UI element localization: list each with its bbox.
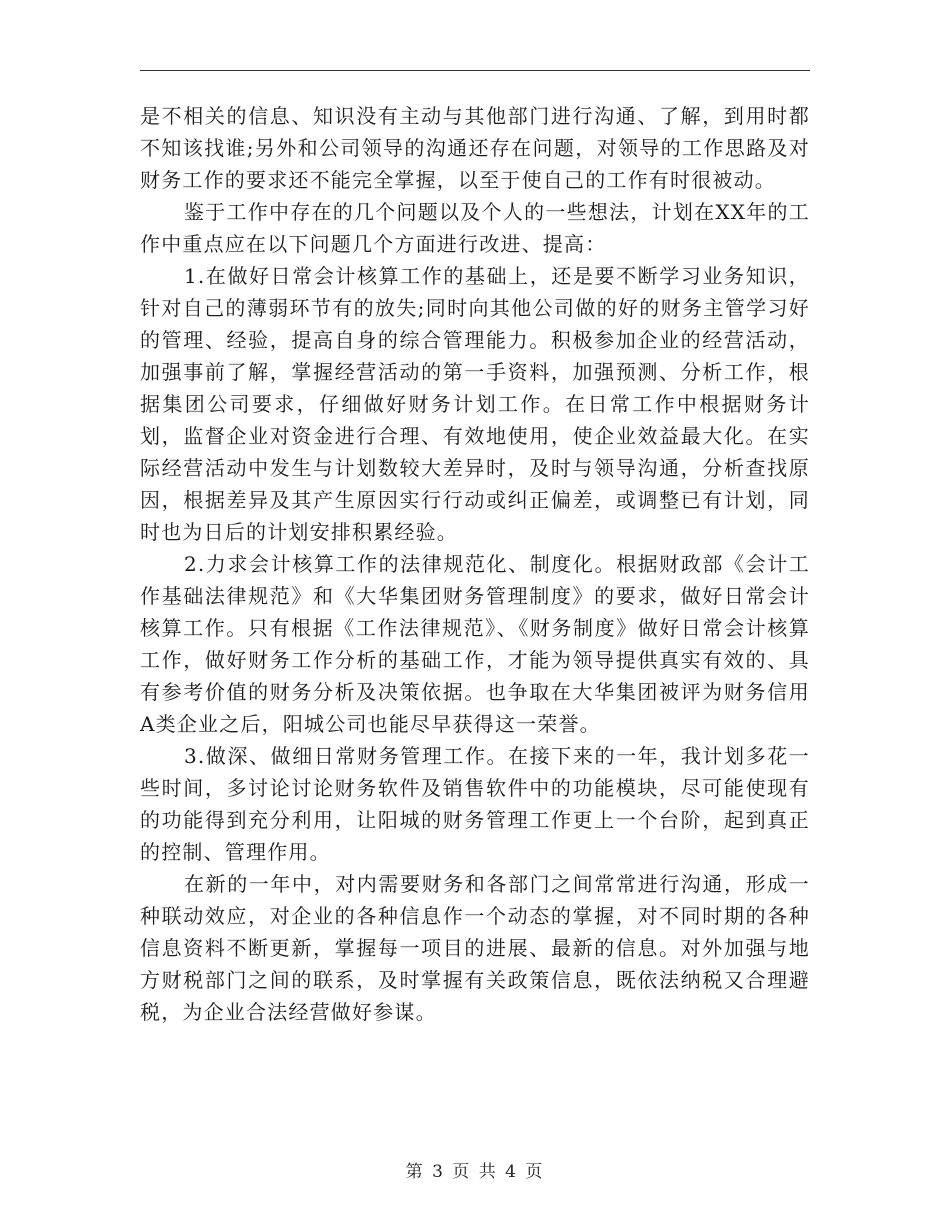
- header-rule: [140, 70, 810, 71]
- paragraph-2: 鉴于工作中存在的几个问题以及个人的一些想法，计划在XX年的工作中重点应在以下问题几个方面进行改进、提高：: [140, 200, 810, 256]
- paragraph-6: 在新的一年中，对内需要财务和各部门之间常常进行沟通，形成一种联动效应，对企业的各种信息作一个动态的掌握，对不同时期的各种信息资料不断更新，掌握每一项目的进展、最新的信息。对外加强与地方财税部门之间的联系，及时掌握有关政策信息，既依法纳税又合理避税，为企业合法经营做好参谋。: [140, 872, 810, 1024]
- document-body: [140, 100, 810, 1028]
- paragraph-3: 1.在做好日常会计核算工作的基础上，还是要不断学习业务知识，针对自己的薄弱环节有的放失;同时向其他公司做的好的财务主管学习好的管理、经验，提高自身的综合管理能力。积极参加企业的经营活动，加强事前了解，掌握经营活动的第一手资料，加强预测、分析工作，根据集团公司要求，仔细做好财务计划工作。在日常工作中根据财务计划，监督企业对资金进行合理、有效地使用，使企业效益最大化。在实际经营活动中发生与计划数较大差异时，及时与领导沟通，分析查找原因，根据差异及其产生原因实行行动或纠正偏差，或调整已有计划，同时也为日后的计划安排积累经验。: [140, 264, 810, 544]
- paragraph-5: 3.做深、做细日常财务管理工作。在接下来的一年，我计划多花一些时间，多讨论讨论财务软件及销售软件中的功能模块，尽可能使现有的功能得到充分利用，让阳城的财务管理工作更上一个台阶，起到真正的控制、管理作用。: [140, 744, 810, 864]
- paragraph-1: 是不相关的信息、知识没有主动与其他部门进行沟通、了解，到用时都不知该找谁;另外和公司领导的沟通还存在问题，对领导的工作思路及对财务工作的要求还不能完全掌握，以至于使自己的工作有时很被动。: [140, 104, 810, 192]
- page-number-footer: 第 3 页 共 4 页: [405, 1162, 545, 1182]
- paragraph-4: 2.力求会计核算工作的法律规范化、制度化。根据财政部《会计工作基础法律规范》和《大华集团财务管理制度》的要求，做好日常会计核算工作。只有根据《工作法律规范》、《财务制度》做好日常会计核算工作，做好财务工作分析的基础工作，才能为领导提供真实有效的、具有参考价值的财务分析及决策依据。也争取在大华集团被评为财务信用A类企业之后，阳城公司也能尽早获得这一荣誉。: [140, 552, 810, 736]
